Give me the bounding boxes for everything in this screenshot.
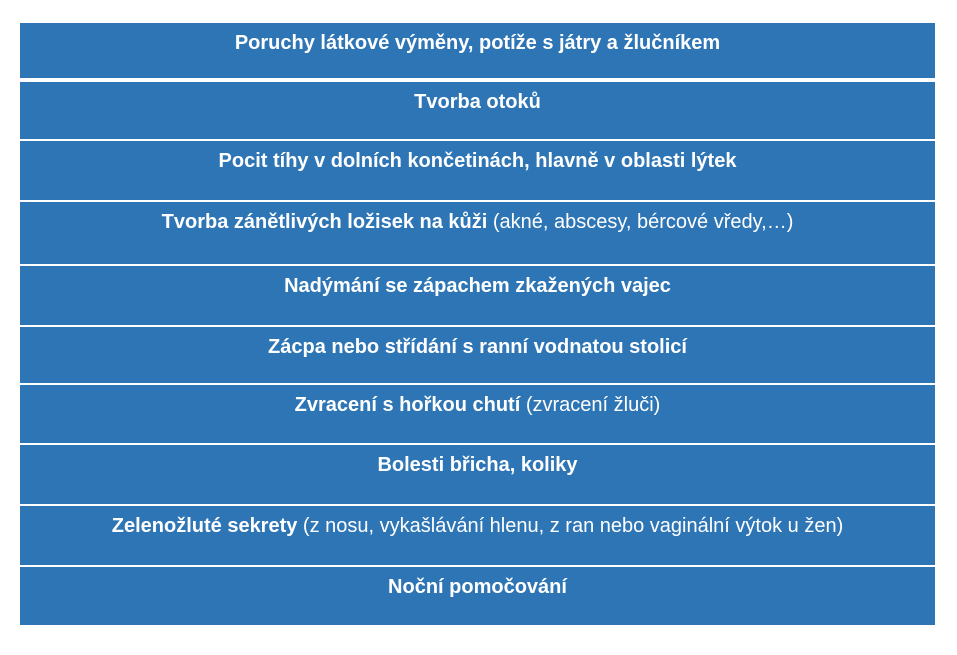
- row-bold-text: Tvorba otoků: [414, 91, 541, 113]
- row-bold-text: Nadýmání se zápachem zkažených vajec: [284, 275, 671, 297]
- table-row: [20, 567, 935, 625]
- row-normal-text: (akné, abscesy, bércové vředy,…): [487, 211, 794, 233]
- table-row: [20, 506, 935, 567]
- table-row: [20, 202, 935, 266]
- table-row: [20, 445, 935, 506]
- row-bold-text: Zácpa nebo střídání s ranní vodnatou stolicí: [268, 336, 687, 358]
- symptom-table: [20, 23, 935, 625]
- row-bold-text: Tvorba zánětlivých ložisek na kůži: [161, 211, 488, 233]
- table-row: [20, 23, 935, 82]
- row-normal-text: (zvracení žluči): [520, 394, 661, 416]
- row-bold-text: Zelenožluté sekrety: [111, 515, 298, 537]
- row-bold-text: Pocit tíhy v dolních končetinách, hlavně v oblasti lýtek: [218, 150, 737, 172]
- table-row: [20, 82, 935, 141]
- table-row: [20, 385, 935, 445]
- row-bold-text: Poruchy látkové výměny, potíže s játry a žlučníkem: [234, 32, 721, 54]
- table-row: [20, 141, 935, 202]
- row-normal-text: (z nosu, vykašlávání hlenu, z ran nebo vaginální výtok u žen): [297, 515, 844, 537]
- row-bold-text: Noční pomočování: [388, 576, 567, 598]
- table-row: [20, 266, 935, 327]
- table-row: [20, 327, 935, 385]
- row-bold-text: Bolesti břicha, koliky: [377, 454, 578, 476]
- row-bold-text: Zvracení s hořkou chutí: [294, 394, 521, 416]
